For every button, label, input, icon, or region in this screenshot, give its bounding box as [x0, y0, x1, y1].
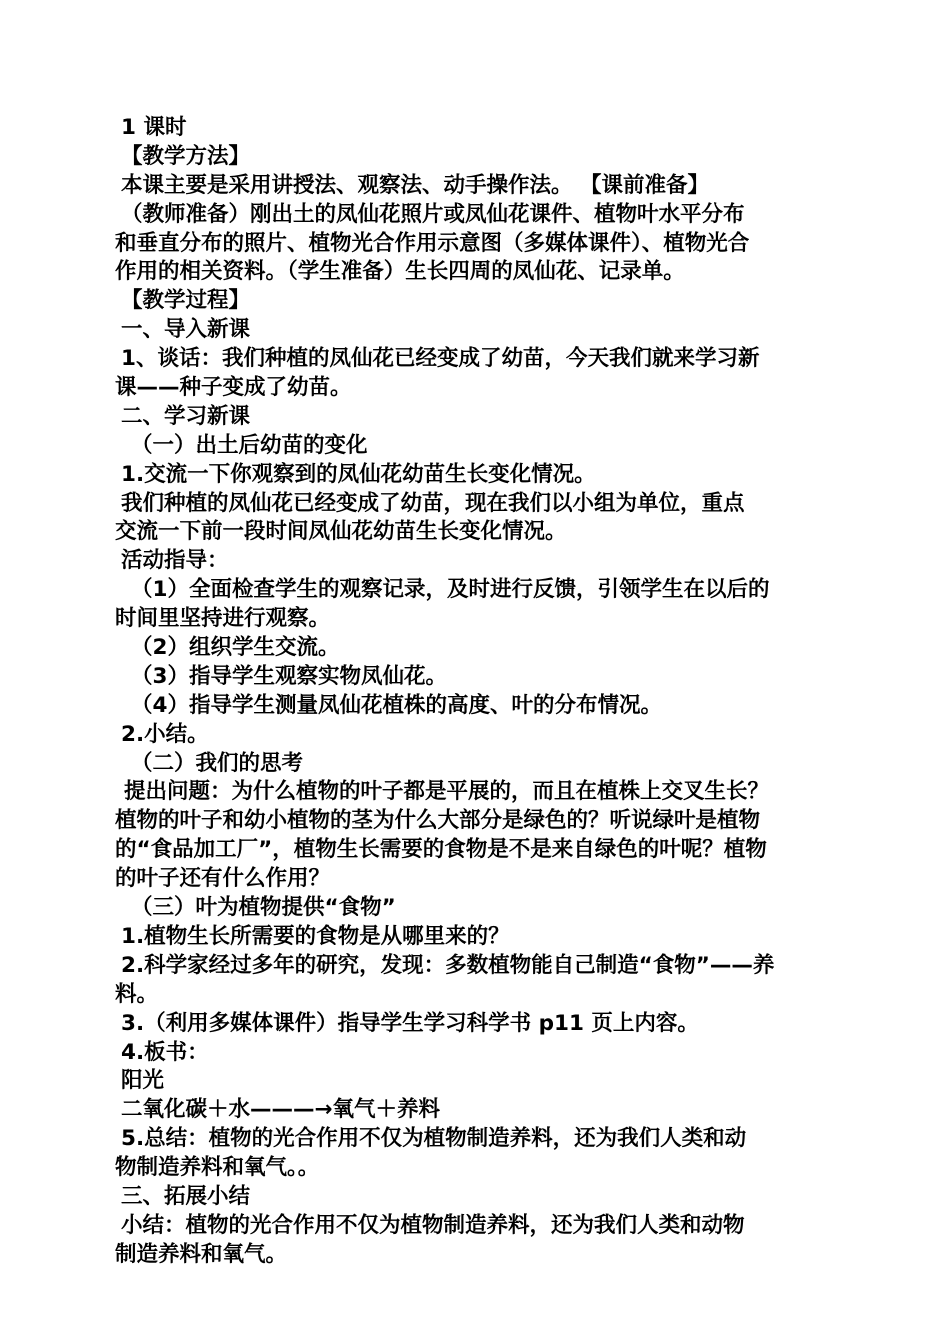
paragraph-line: 提出问题：为什么植物的叶子都是平展的，而且在植株上交叉生长？	[124, 779, 770, 805]
paragraph-line: 小结：植物的光合作用不仅为植物制造养料，还为我们人类和动物	[121, 1212, 745, 1238]
paragraph-line: 2.小结。	[121, 721, 209, 747]
paragraph-line: 植物的叶子和幼小植物的茎为什么大部分是绿色的？听说绿叶是植物	[115, 808, 761, 834]
paragraph-line: 制造养料和氧气。	[115, 1241, 288, 1267]
list-item: （2）组织学生交流。	[131, 635, 340, 661]
section-heading-teaching-process: 【教学过程】	[121, 288, 251, 314]
photosynthesis-formula: 二氧化碳＋水———→氧气＋养料	[121, 1097, 441, 1123]
paragraph-line: 5.总结：植物的光合作用不仅为植物制造养料，还为我们人类和动	[121, 1126, 747, 1152]
list-item: （3）指导学生观察实物凤仙花。	[131, 663, 447, 689]
paragraph-line: 的叶子还有什么作用？	[115, 866, 331, 892]
paragraph-line: （教师准备）刚出土的凤仙花照片或凤仙花课件、植物叶水平分布	[121, 201, 745, 227]
subheading-seedling-change: （一）出土后幼苗的变化	[131, 432, 368, 458]
paragraph-line: 1.交流一下你观察到的凤仙花幼苗生长变化情况。	[121, 461, 596, 487]
activity-guide-heading: 活动指导：	[121, 548, 229, 574]
section-heading-extension: 三、拓展小结	[121, 1183, 251, 1209]
paragraph-line: 时间里坚持进行观察。	[115, 606, 331, 632]
paragraph-line: 3.（利用多媒体课件）指导学生学习科学书 p11 页上内容。	[121, 1010, 699, 1036]
paragraph-line: 料。	[115, 981, 159, 1007]
paragraph-line: 1.植物生长所需要的食物是从哪里来的？	[121, 923, 510, 949]
paragraph-line: 课——种子变成了幼苗。	[115, 375, 352, 401]
paragraph-line: 1、谈话：我们种植的凤仙花已经变成了幼苗，今天我们就来学习新	[121, 346, 760, 372]
section-heading-introduction: 一、导入新课	[121, 317, 251, 343]
paragraph-line: 交流一下前一段时间凤仙花幼苗生长变化情况。	[115, 519, 567, 545]
paragraph-line: 4.板书：	[121, 1039, 209, 1065]
list-item: （1）全面检查学生的观察记录，及时进行反馈，引领学生在以后的	[131, 577, 770, 603]
paragraph-line: 和垂直分布的照片、植物光合作用示意图（多媒体课件）、植物光合	[115, 230, 750, 256]
paragraph-line: 物制造养料和氧气。。	[115, 1155, 320, 1181]
section-heading-teaching-method: 【教学方法】	[121, 143, 251, 169]
paragraph-line: 我们种植的凤仙花已经变成了幼苗，现在我们以小组为单位，重点	[121, 490, 745, 516]
lesson-duration: 1 课时	[121, 115, 187, 140]
paragraph-line: 2.科学家经过多年的研究，发现：多数植物能自己制造“食物”——养	[121, 952, 775, 978]
document-body	[115, 114, 840, 1270]
subheading-leaf-food: （三）叶为植物提供“食物”	[131, 895, 396, 921]
paragraph-line: 的“食品加工厂”，植物生长需要的食物是不是来自绿色的叶呢？植物	[115, 837, 767, 863]
paragraph-line: 作用的相关资料。（学生准备）生长四周的凤仙花、记录单。	[115, 259, 685, 285]
list-item: （4）指导学生测量凤仙花植株的高度、叶的分布情况。	[131, 692, 662, 718]
formula-condition: 阳光	[121, 1068, 165, 1094]
subheading-our-thinking: （二）我们的思考	[131, 750, 304, 776]
section-heading-new-lesson: 二、学习新课	[121, 403, 251, 429]
paragraph-line: 本课主要是采用讲授法、观察法、动手操作法。 【课前准备】	[121, 172, 709, 198]
